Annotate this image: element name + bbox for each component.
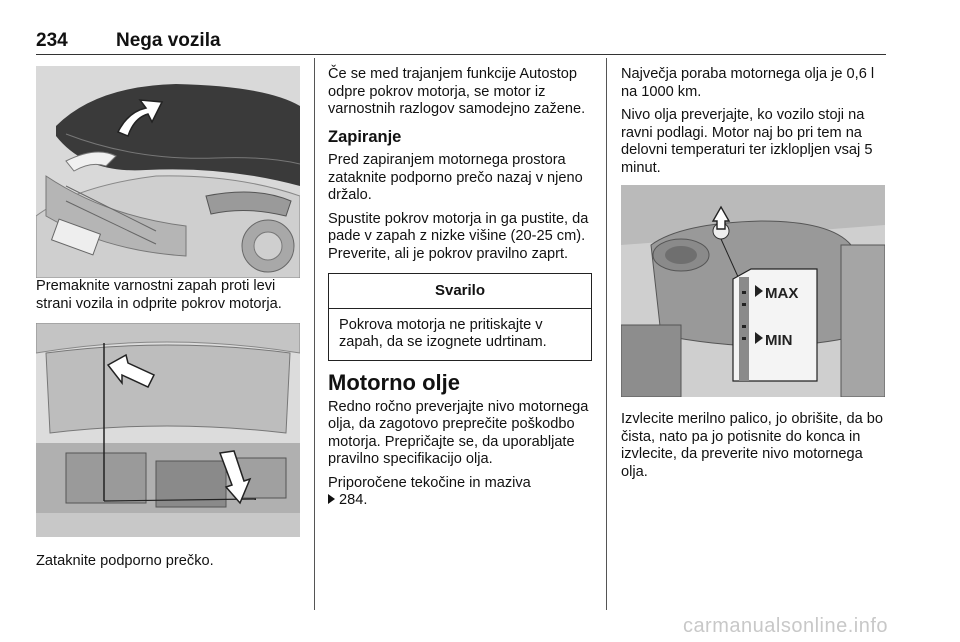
paragraph-oil-check: Redno ročno preverjajte nivo motornega olja, da zagotovo preprečite poškodbo motorja. Prepričajte se, da uporabljate pravilno specifikacijo olja.	[328, 398, 589, 467]
warning-title: Svarilo	[329, 274, 591, 309]
paragraph-dipstick-instructions: Izvlecite merilno palico, jo obrišite, da bo čista, nato pa jo potisnite do konca in izvlecite, da preverite nivo motornega olja.	[621, 411, 884, 480]
column-divider-2	[606, 58, 607, 610]
paragraph-fluids: Priporočene tekočine in maziva	[328, 474, 531, 491]
caption-support-rod: Zataknite podporno prečko.	[36, 553, 214, 569]
column-2	[328, 66, 592, 516]
reference-arrow-icon	[328, 494, 335, 504]
figure-dipstick	[621, 185, 887, 397]
figure-hood-latch	[36, 66, 300, 278]
figure-support-rod	[36, 323, 300, 537]
warning-text: Pokrova motorja ne pritiskajte v zapah, da se izognete udrtinam.	[339, 316, 547, 350]
page-number: 234	[36, 30, 68, 51]
column-3	[621, 66, 887, 487]
warning-box	[328, 273, 592, 361]
dipstick-min-label: MIN	[765, 332, 793, 349]
watermark: carmanualsonline.info	[682, 615, 888, 637]
caption-open-hood: Premaknite varnostni zapah proti levi strani vozila in odprite pokrov motorja.	[36, 278, 282, 312]
heading-closing: Zapiranje	[328, 127, 402, 146]
dipstick-max-label: MAX	[765, 285, 799, 302]
paragraph-oil-consumption: Največja poraba motornega olja je 0,6 l na 1000 km.	[621, 66, 875, 100]
paragraph-close-2: Spustite pokrov motorja in ga pustite, da pade v zapah z nizke višine (20-25 cm). Preverite, ali je pokrov pravilno zaprt.	[328, 210, 589, 262]
column-1	[36, 66, 300, 577]
page-header	[36, 30, 886, 54]
paragraph-autostop: Če se med trajanjem funkcije Autostop odpre pokrov motorja, se motor iz varnostnih razlogov samodejno zažene.	[328, 66, 586, 117]
header-rule	[36, 54, 886, 55]
reference-page-number: 284.	[339, 492, 368, 508]
page-reference	[328, 492, 592, 510]
heading-engine-oil: Motorno olje	[328, 369, 460, 395]
paragraph-close-1: Pred zapiranjem motornega prostora zataknite podporno prečo nazaj v njeno držalo.	[328, 152, 583, 203]
page-title: Nega vozila	[116, 30, 221, 51]
paragraph-level-conditions: Nivo olja preverjajte, ko vozilo stoji na ravni podlagi. Motor naj bo pri tem na delovni temperaturi ter izklopljen vsaj 5 minut.	[621, 107, 873, 176]
column-divider-1	[314, 58, 315, 610]
